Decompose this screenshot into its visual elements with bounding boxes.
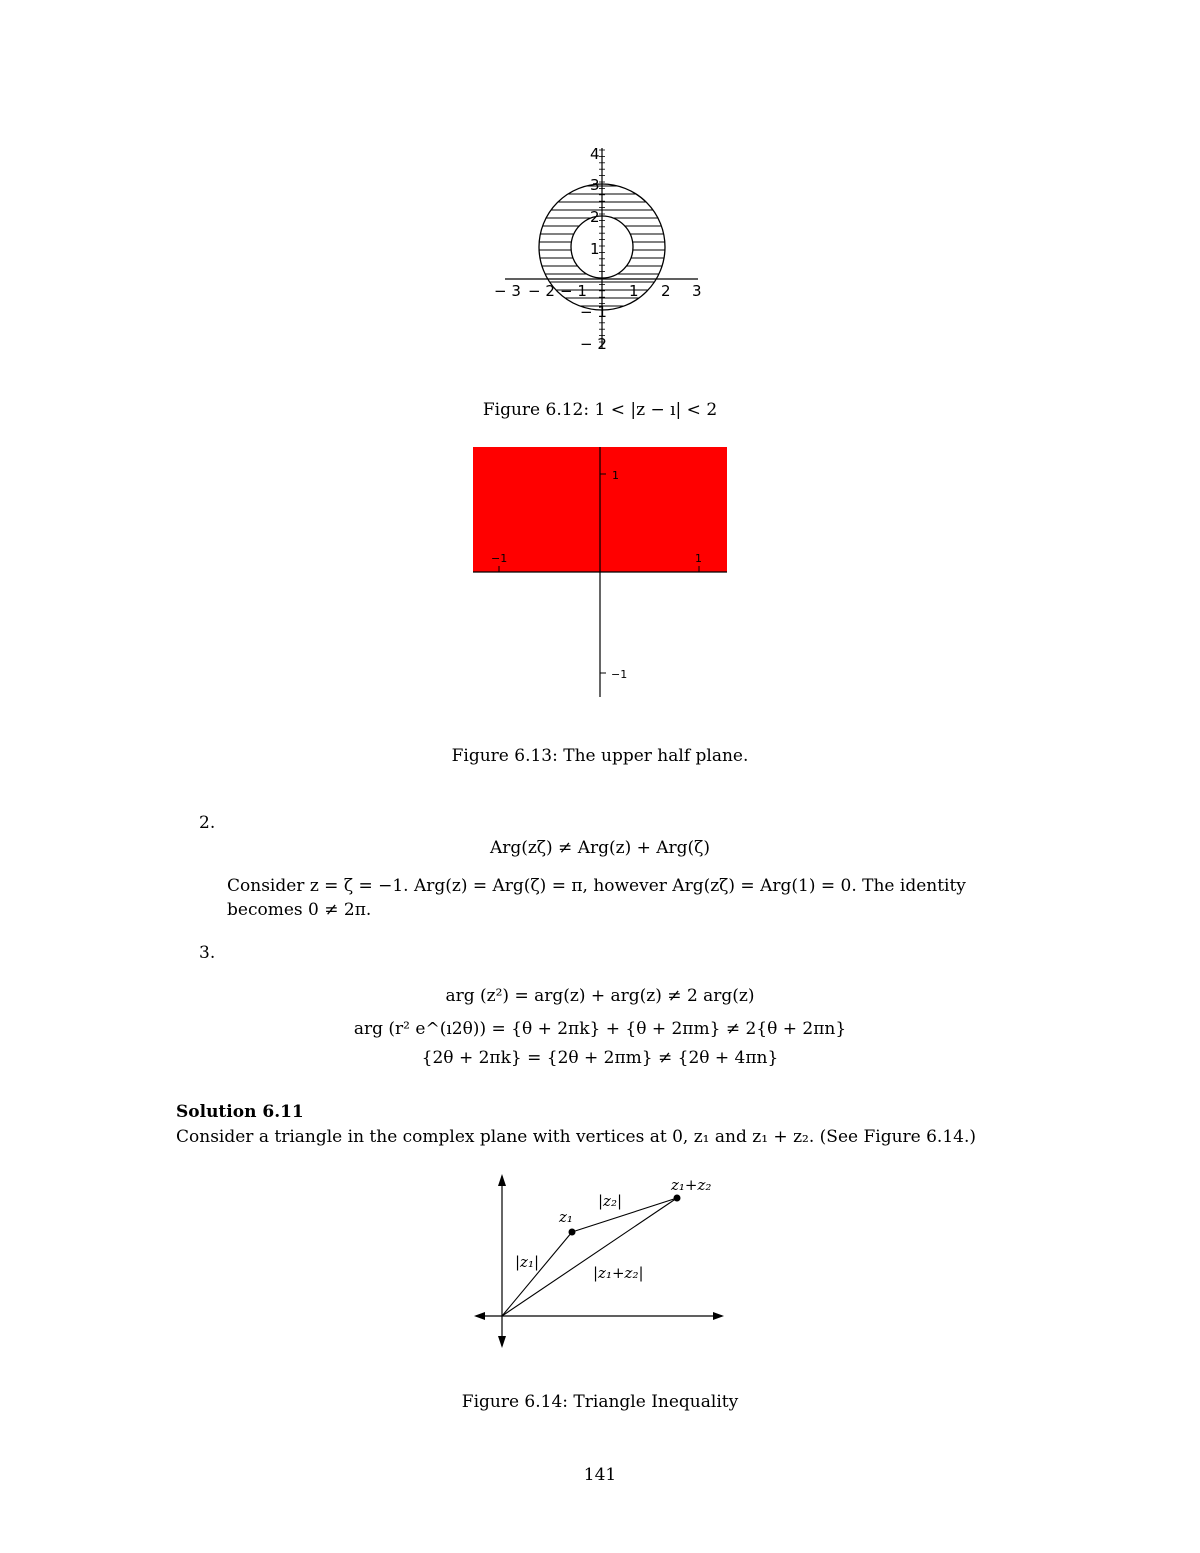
figure-6-14-caption: Figure 6.14: Triangle Inequality	[461, 1392, 739, 1412]
y-tick-label: − 1	[580, 303, 607, 321]
label-abs-z1-plus-z2: |z₁+z₂|	[593, 1264, 644, 1282]
x-tick-label: 3	[692, 282, 702, 300]
y-tick-label: − 2	[580, 335, 607, 353]
vertex-z1-plus-z2	[674, 1195, 681, 1202]
figure-6-12-plot	[480, 140, 720, 360]
vertex-z1	[569, 1229, 576, 1236]
label-abs-z2: |z₂|	[598, 1192, 623, 1210]
item-number: 3.	[199, 943, 216, 963]
x-tick-label: 1	[629, 282, 639, 300]
item2-text-line2: becomes 0 ≠ 2π.	[227, 900, 372, 920]
x-tick-label: − 2	[528, 282, 555, 300]
y-tick-label: −1	[611, 668, 628, 681]
label-abs-z1: |z₁|	[515, 1253, 540, 1271]
equation-set-equality: {2θ + 2πk} = {2θ + 2πm} ≠ {2θ + 4πn}	[421, 1048, 779, 1068]
label-z1-plus-z2: z₁+z₂	[671, 1176, 712, 1194]
y-tick-label: 1	[590, 240, 600, 258]
x-tick-label: − 3	[494, 282, 521, 300]
y-tick-label: 3	[590, 176, 600, 194]
x-axis-arrow-left	[474, 1312, 485, 1320]
side-z2	[572, 1198, 677, 1232]
item2-text	[227, 874, 1037, 922]
figure-6-12-caption: Figure 6.12: 1 < |z − ı| < 2	[482, 400, 718, 420]
item2-text-line1: Consider z = ζ = −1. Arg(z) = Arg(ζ) = π, however Arg(zζ) = Arg(1) = 0. The identity	[227, 876, 966, 896]
x-tick-label: − 1	[560, 282, 587, 300]
equation-arg-polar: arg (r² e^(ı2θ)) = {θ + 2πk} + {θ + 2πm} ≠ 2{θ + 2πn}	[353, 1019, 847, 1039]
side-z1	[502, 1232, 572, 1316]
solution-heading: Solution 6.11	[176, 1102, 304, 1122]
y-axis-arrow-down	[498, 1336, 506, 1348]
x-tick-label: 1	[695, 552, 702, 565]
figure-6-13-plot	[470, 440, 730, 700]
y-tick-label: 2	[590, 208, 600, 226]
x-axis-arrow-right	[713, 1312, 724, 1320]
figure-6-14-plot	[470, 1170, 730, 1350]
x-tick-label: −1	[491, 552, 508, 565]
x-tick-label: 2	[661, 282, 671, 300]
page-number: 141	[583, 1465, 617, 1485]
equation-arg-square: arg (z²) = arg(z) + arg(z) ≠ 2 arg(z)	[445, 986, 755, 1006]
figure-6-13-caption: Figure 6.13: The upper half plane.	[451, 746, 749, 766]
solution-text: Consider a triangle in the complex plane with vertices at 0, z₁ and z₁ + z₂. (See Figure 6.14.)	[176, 1127, 977, 1147]
y-tick-label: 4	[590, 145, 600, 163]
y-tick-label: 1	[612, 469, 619, 482]
equation-arg-product: Arg(zζ) ≠ Arg(z) + Arg(ζ)	[489, 838, 711, 858]
y-axis-arrow-up	[498, 1174, 506, 1186]
item-number: 2.	[199, 813, 216, 833]
label-z1: z₁	[559, 1208, 573, 1226]
